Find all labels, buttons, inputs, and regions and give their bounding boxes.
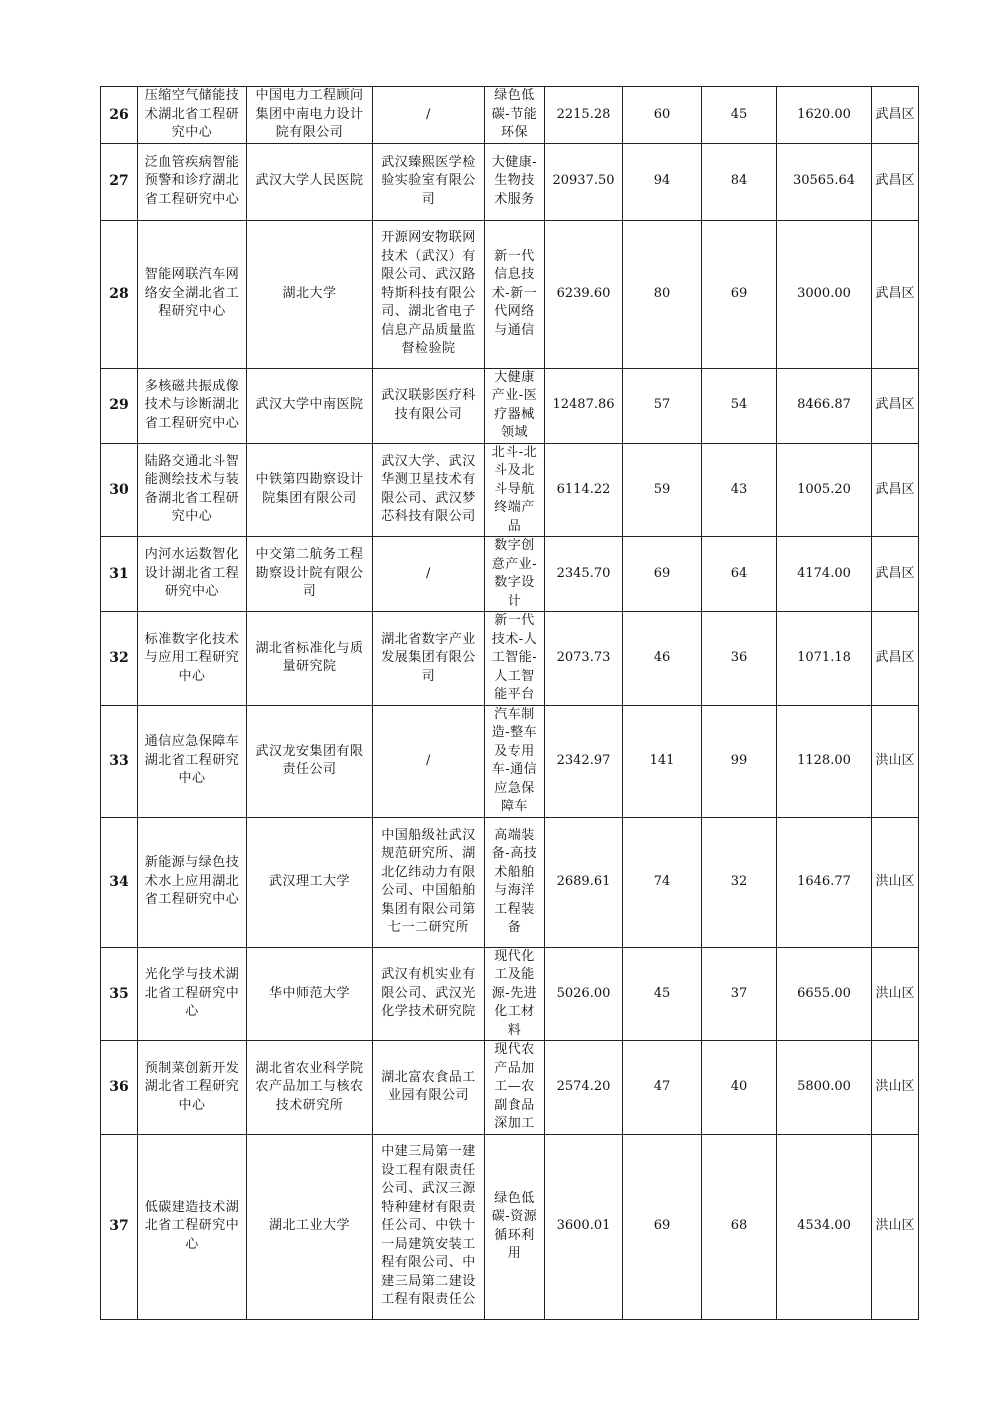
revenue-value: 1005.20 <box>777 443 872 537</box>
lead-organization: 武汉大学中南医院 <box>247 368 373 443</box>
table-row <box>101 705 919 817</box>
row-number: 32 <box>101 612 138 706</box>
lead-organization: 湖北大学 <box>247 220 373 368</box>
partner-organizations: 武汉臻熙医学检验实验室有限公司 <box>373 143 485 220</box>
center-name: 陆路交通北斗智能测绘技术与装备湖北省工程研究中心 <box>138 443 247 537</box>
partner-organizations: 中建三局第一建设工程有限责任公司、武汉三源特种建材有限责任公司、中铁十一局建筑安装工程有限公司、中建三局第二建设工程有限责任公 <box>373 1134 485 1319</box>
rd-staff-count: 45 <box>702 87 777 144</box>
center-name: 通信应急保障车湖北省工程研究中心 <box>138 705 247 817</box>
table-row <box>101 537 919 612</box>
investment-value: 2345.70 <box>545 537 623 612</box>
center-name: 智能网联汽车网络安全湖北省工程研究中心 <box>138 220 247 368</box>
lead-organization: 武汉龙安集团有限责任公司 <box>247 705 373 817</box>
row-number: 31 <box>101 537 138 612</box>
rd-staff-count: 37 <box>702 947 777 1041</box>
rd-staff-count: 43 <box>702 443 777 537</box>
partner-organizations: 中国船级社武汉规范研究所、湖北亿纬动力有限公司、中国船舶集团有限公司第七一二研究所 <box>373 817 485 947</box>
rd-staff-count: 99 <box>702 705 777 817</box>
industry-field: 数字创意产业-数字设计 <box>485 537 545 612</box>
center-name: 压缩空气储能技术湖北省工程研究中心 <box>138 87 247 144</box>
row-number: 33 <box>101 705 138 817</box>
revenue-value: 4534.00 <box>777 1134 872 1319</box>
rd-staff-count: 36 <box>702 612 777 706</box>
center-name: 新能源与绿色技术水上应用湖北省工程研究中心 <box>138 817 247 947</box>
row-number: 37 <box>101 1134 138 1319</box>
industry-field: 高端装备-高技术船舶与海洋工程装备 <box>485 817 545 947</box>
industry-field: 绿色低碳-节能环保 <box>485 87 545 144</box>
industry-field: 北斗-北斗及北斗导航终端产品 <box>485 443 545 537</box>
partner-organizations: 武汉大学、武汉华测卫星技术有限公司、武汉梦芯科技有限公司 <box>373 443 485 537</box>
revenue-value: 3000.00 <box>777 220 872 368</box>
center-name: 泛血管疾病智能预警和诊疗湖北省工程研究中心 <box>138 143 247 220</box>
partner-organizations: 湖北省数字产业发展集团有限公司 <box>373 612 485 706</box>
row-number: 30 <box>101 443 138 537</box>
table-row <box>101 817 919 947</box>
lead-organization: 湖北省标准化与质量研究院 <box>247 612 373 706</box>
district: 武昌区 <box>872 537 919 612</box>
staff-count: 46 <box>623 612 702 706</box>
staff-count: 45 <box>623 947 702 1041</box>
district: 武昌区 <box>872 612 919 706</box>
row-number: 35 <box>101 947 138 1041</box>
staff-count: 60 <box>623 87 702 144</box>
center-name: 多核磁共振成像技术与诊断湖北省工程研究中心 <box>138 368 247 443</box>
district: 洪山区 <box>872 1134 919 1319</box>
staff-count: 57 <box>623 368 702 443</box>
investment-value: 2689.61 <box>545 817 623 947</box>
district: 洪山区 <box>872 947 919 1041</box>
table-row <box>101 368 919 443</box>
table-row <box>101 1041 919 1135</box>
partner-organizations: 开源网安物联网技术（武汉）有限公司、武汉路特斯科技有限公司、湖北省电子信息产品质量监督检验院 <box>373 220 485 368</box>
table-body <box>101 87 919 1320</box>
district: 武昌区 <box>872 368 919 443</box>
staff-count: 47 <box>623 1041 702 1135</box>
partner-organizations: / <box>373 87 485 144</box>
row-number: 26 <box>101 87 138 144</box>
district: 洪山区 <box>872 817 919 947</box>
lead-organization: 武汉大学人民医院 <box>247 143 373 220</box>
investment-value: 6114.22 <box>545 443 623 537</box>
revenue-value: 1071.18 <box>777 612 872 706</box>
industry-field: 汽车制造-整车及专用车-通信应急保障车 <box>485 705 545 817</box>
staff-count: 141 <box>623 705 702 817</box>
lead-organization: 华中师范大学 <box>247 947 373 1041</box>
investment-value: 2574.20 <box>545 1041 623 1135</box>
revenue-value: 4174.00 <box>777 537 872 612</box>
rd-staff-count: 84 <box>702 143 777 220</box>
lead-organization: 湖北省农业科学院农产品加工与核农技术研究所 <box>247 1041 373 1135</box>
investment-value: 20937.50 <box>545 143 623 220</box>
center-name: 低碳建造技术湖北省工程研究中心 <box>138 1134 247 1319</box>
partner-organizations: 武汉有机实业有限公司、武汉光化学技术研究院 <box>373 947 485 1041</box>
table-row <box>101 612 919 706</box>
industry-field: 新一代信息技术-新一代网络与通信 <box>485 220 545 368</box>
staff-count: 59 <box>623 443 702 537</box>
partner-organizations: / <box>373 705 485 817</box>
center-name: 内河水运数智化设计湖北省工程研究中心 <box>138 537 247 612</box>
table-row <box>101 1134 919 1319</box>
district: 武昌区 <box>872 443 919 537</box>
rd-staff-count: 54 <box>702 368 777 443</box>
center-name: 标准数字化技术与应用工程研究中心 <box>138 612 247 706</box>
table-row <box>101 220 919 368</box>
table-row <box>101 443 919 537</box>
table-row <box>101 143 919 220</box>
industry-field: 现代农产品加工—农副食品深加工 <box>485 1041 545 1135</box>
investment-value: 2215.28 <box>545 87 623 144</box>
staff-count: 80 <box>623 220 702 368</box>
industry-field: 大健康产业-医疗器械领域 <box>485 368 545 443</box>
table-row <box>101 87 919 144</box>
rd-staff-count: 68 <box>702 1134 777 1319</box>
row-number: 29 <box>101 368 138 443</box>
center-name: 预制菜创新开发 湖北省工程研究中心 <box>138 1041 247 1135</box>
investment-value: 12487.86 <box>545 368 623 443</box>
engineering-center-table <box>100 86 919 1320</box>
district: 武昌区 <box>872 87 919 144</box>
rd-staff-count: 64 <box>702 537 777 612</box>
rd-staff-count: 69 <box>702 220 777 368</box>
revenue-value: 1620.00 <box>777 87 872 144</box>
lead-organization: 湖北工业大学 <box>247 1134 373 1319</box>
lead-organization: 武汉理工大学 <box>247 817 373 947</box>
staff-count: 69 <box>623 1134 702 1319</box>
industry-field: 新一代技术-人工智能-人工智能平台 <box>485 612 545 706</box>
partner-organizations: 湖北富农食品工业园有限公司 <box>373 1041 485 1135</box>
table-row <box>101 947 919 1041</box>
revenue-value: 30565.64 <box>777 143 872 220</box>
row-number: 36 <box>101 1041 138 1135</box>
revenue-value: 6655.00 <box>777 947 872 1041</box>
staff-count: 69 <box>623 537 702 612</box>
district: 武昌区 <box>872 220 919 368</box>
staff-count: 94 <box>623 143 702 220</box>
industry-field: 绿色低碳-资源循环利用 <box>485 1134 545 1319</box>
rd-staff-count: 32 <box>702 817 777 947</box>
investment-value: 3600.01 <box>545 1134 623 1319</box>
row-number: 34 <box>101 817 138 947</box>
industry-field: 大健康-生物技术服务 <box>485 143 545 220</box>
revenue-value: 1646.77 <box>777 817 872 947</box>
partner-organizations: 武汉联影医疗科技有限公司 <box>373 368 485 443</box>
lead-organization: 中国电力工程顾问集团中南电力设计院有限公司 <box>247 87 373 144</box>
lead-organization: 中交第二航务工程勘察设计院有限公司 <box>247 537 373 612</box>
industry-field: 现代化工及能源-先进化工材料 <box>485 947 545 1041</box>
row-number: 27 <box>101 143 138 220</box>
staff-count: 74 <box>623 817 702 947</box>
row-number: 28 <box>101 220 138 368</box>
rd-staff-count: 40 <box>702 1041 777 1135</box>
investment-value: 2342.97 <box>545 705 623 817</box>
revenue-value: 8466.87 <box>777 368 872 443</box>
partner-organizations: / <box>373 537 485 612</box>
district: 洪山区 <box>872 705 919 817</box>
investment-value: 6239.60 <box>545 220 623 368</box>
investment-value: 2073.73 <box>545 612 623 706</box>
revenue-value: 5800.00 <box>777 1041 872 1135</box>
investment-value: 5026.00 <box>545 947 623 1041</box>
center-name: 光化学与技术湖北省工程研究中心 <box>138 947 247 1041</box>
revenue-value: 1128.00 <box>777 705 872 817</box>
district: 武昌区 <box>872 143 919 220</box>
district: 洪山区 <box>872 1041 919 1135</box>
lead-organization: 中铁第四勘察设计院集团有限公司 <box>247 443 373 537</box>
